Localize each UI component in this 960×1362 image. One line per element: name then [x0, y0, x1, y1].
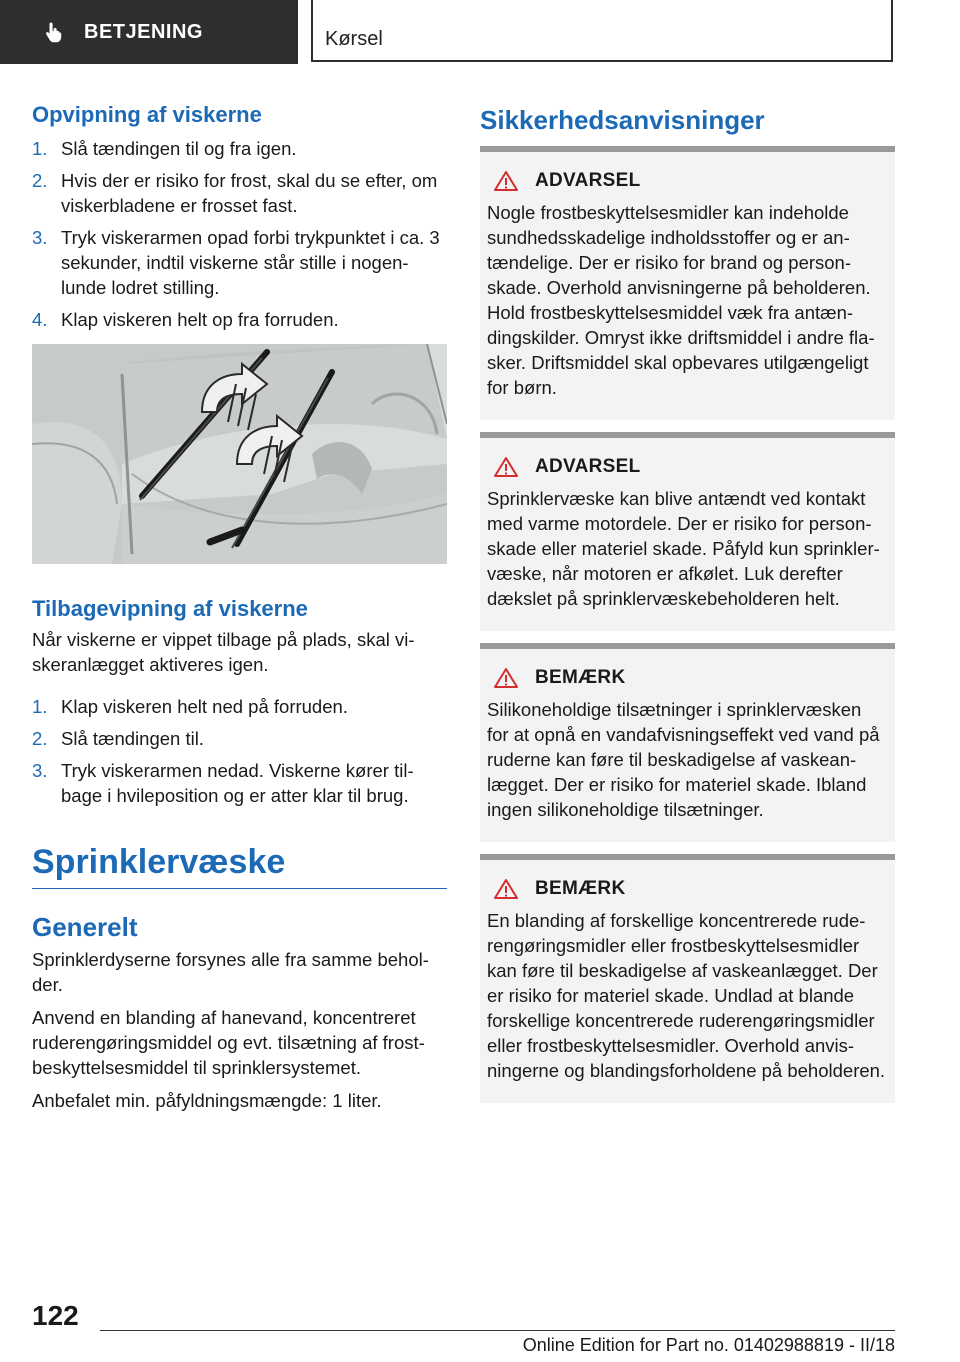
- notice-box: [480, 432, 895, 631]
- footer-divider: [100, 1330, 895, 1331]
- notice-label: ADVARSEL: [535, 456, 641, 477]
- notice-text: Sprinklervæske kan blive antændt ved kontakt med varme motordele. Der er risiko for personskade eller materiel skade. Påfyld kun sprinklervæske, når motoren er afkølet. Luk derefter dækslet på sprinklervæskebeholderen helt.: [487, 488, 880, 609]
- list-item: 1. Slå tændingen til og fra igen.: [32, 138, 297, 159]
- warning-triangle-icon: [493, 456, 519, 478]
- section-divider: [32, 888, 447, 889]
- fold-back-title: Tilbagevipning af viskerne: [32, 596, 308, 621]
- edition-text: Online Edition for Part no. 01402988819 - II/18: [522, 1335, 895, 1355]
- wiper-illustration: [32, 344, 447, 564]
- right-column: [480, 100, 895, 1103]
- chapter-header: [311, 0, 893, 62]
- washer-paragraph: Anbefalet min. påfyldningsmængde: 1 liter.: [32, 1090, 382, 1111]
- section-label: BETJENING: [84, 20, 203, 43]
- notice-box: [480, 146, 895, 420]
- notice-label: BEMÆRK: [535, 667, 626, 688]
- caution-triangle-icon: [493, 667, 519, 689]
- notice-box: [480, 854, 895, 1103]
- notice-box: [480, 643, 895, 842]
- fold-back-intro: Når viskerne er vippet tilbage på plads, skal viskeranlægget aktiveres igen.: [32, 629, 415, 675]
- list-item: 1. Klap viskeren helt ned på forruden.: [32, 696, 348, 717]
- list-item: 2. Slå tændingen til.: [32, 728, 204, 749]
- fold-out-title: Opvipning af viskerne: [32, 102, 262, 127]
- notice-label: BEMÆRK: [535, 878, 626, 899]
- warning-triangle-icon: [493, 170, 519, 192]
- caution-triangle-icon: [493, 878, 519, 900]
- washer-paragraph: Sprinklerdyserne forsynes alle fra samme beholder.: [32, 949, 429, 995]
- page-number: 122: [32, 1300, 79, 1331]
- section-tab: [0, 0, 298, 64]
- safety-title: Sikkerhedsanvisninger: [480, 105, 765, 135]
- notice-text: En blanding af forskellige koncentrerede ruderengøringsmidler eller frostbeskyttelsesmidler kan føre til beskadigelse af vaskeanlægget. Der er risiko for materiel skade. Undlad at blande forskellige koncentrerede ruderengøringsmidler eller frostbeskyttelsesmidler. Overhold anvisningerne og blandingsforholdene på beholderen.: [487, 910, 886, 1081]
- washer-fluid-title: Sprinklervæske: [32, 843, 286, 881]
- left-column: [32, 100, 447, 1113]
- chapter-label: Kørsel: [325, 28, 383, 50]
- hand-pointer-icon: [42, 20, 66, 44]
- notice-label: ADVARSEL: [535, 170, 641, 191]
- notice-text: Nogle frostbeskyttelsesmidler kan indeholde sundhedsskadelige indholdsstoffer og er antændelige. Der er risiko for brand og personskade. Overhold anvisningerne på beholderen. Hold frostbeskyttelsesmiddel væk fra antændingskilder. Omryst ikke driftsmiddel i andre flasker. Driftsmiddel skal opbevares utilgængeligt for børn.: [487, 202, 875, 398]
- list-item: 2. Hvis der er risiko for frost, skal du se efter, om viskerbladene er frosset fast.: [32, 170, 438, 216]
- list-item: 3. Tryk viskerarmen nedad. Viskerne kører tilbage i hvileposition og er atter klar til brug.: [32, 760, 414, 806]
- general-subtitle: Generelt: [32, 912, 138, 942]
- fold-back-steps: [32, 694, 447, 808]
- fold-out-steps: [32, 136, 447, 332]
- list-item: 4. Klap viskeren helt op fra forruden.: [32, 309, 339, 330]
- washer-paragraph: Anvend en blanding af hanevand, koncentreret ruderengøringsmiddel og evt. tilsætning af frostbeskyttelsesmiddel til sprinklersystemet.: [32, 1007, 425, 1078]
- notice-text: Silikoneholdige tilsætninger i sprinklervæsken for at opnå en vandafvisningseffekt ved vand på ruderne kan føre til beskadigelse af vaskeanlægget. Der er risiko for materiel skade. Ibland ingen silikoneholdige tilsætninger.: [487, 699, 880, 820]
- list-item: 3. Tryk viskerarmen opad forbi trykpunktet i ca. 3 sekunder, indtil viskerne står stille i nogenlunde lodret stilling.: [32, 227, 440, 298]
